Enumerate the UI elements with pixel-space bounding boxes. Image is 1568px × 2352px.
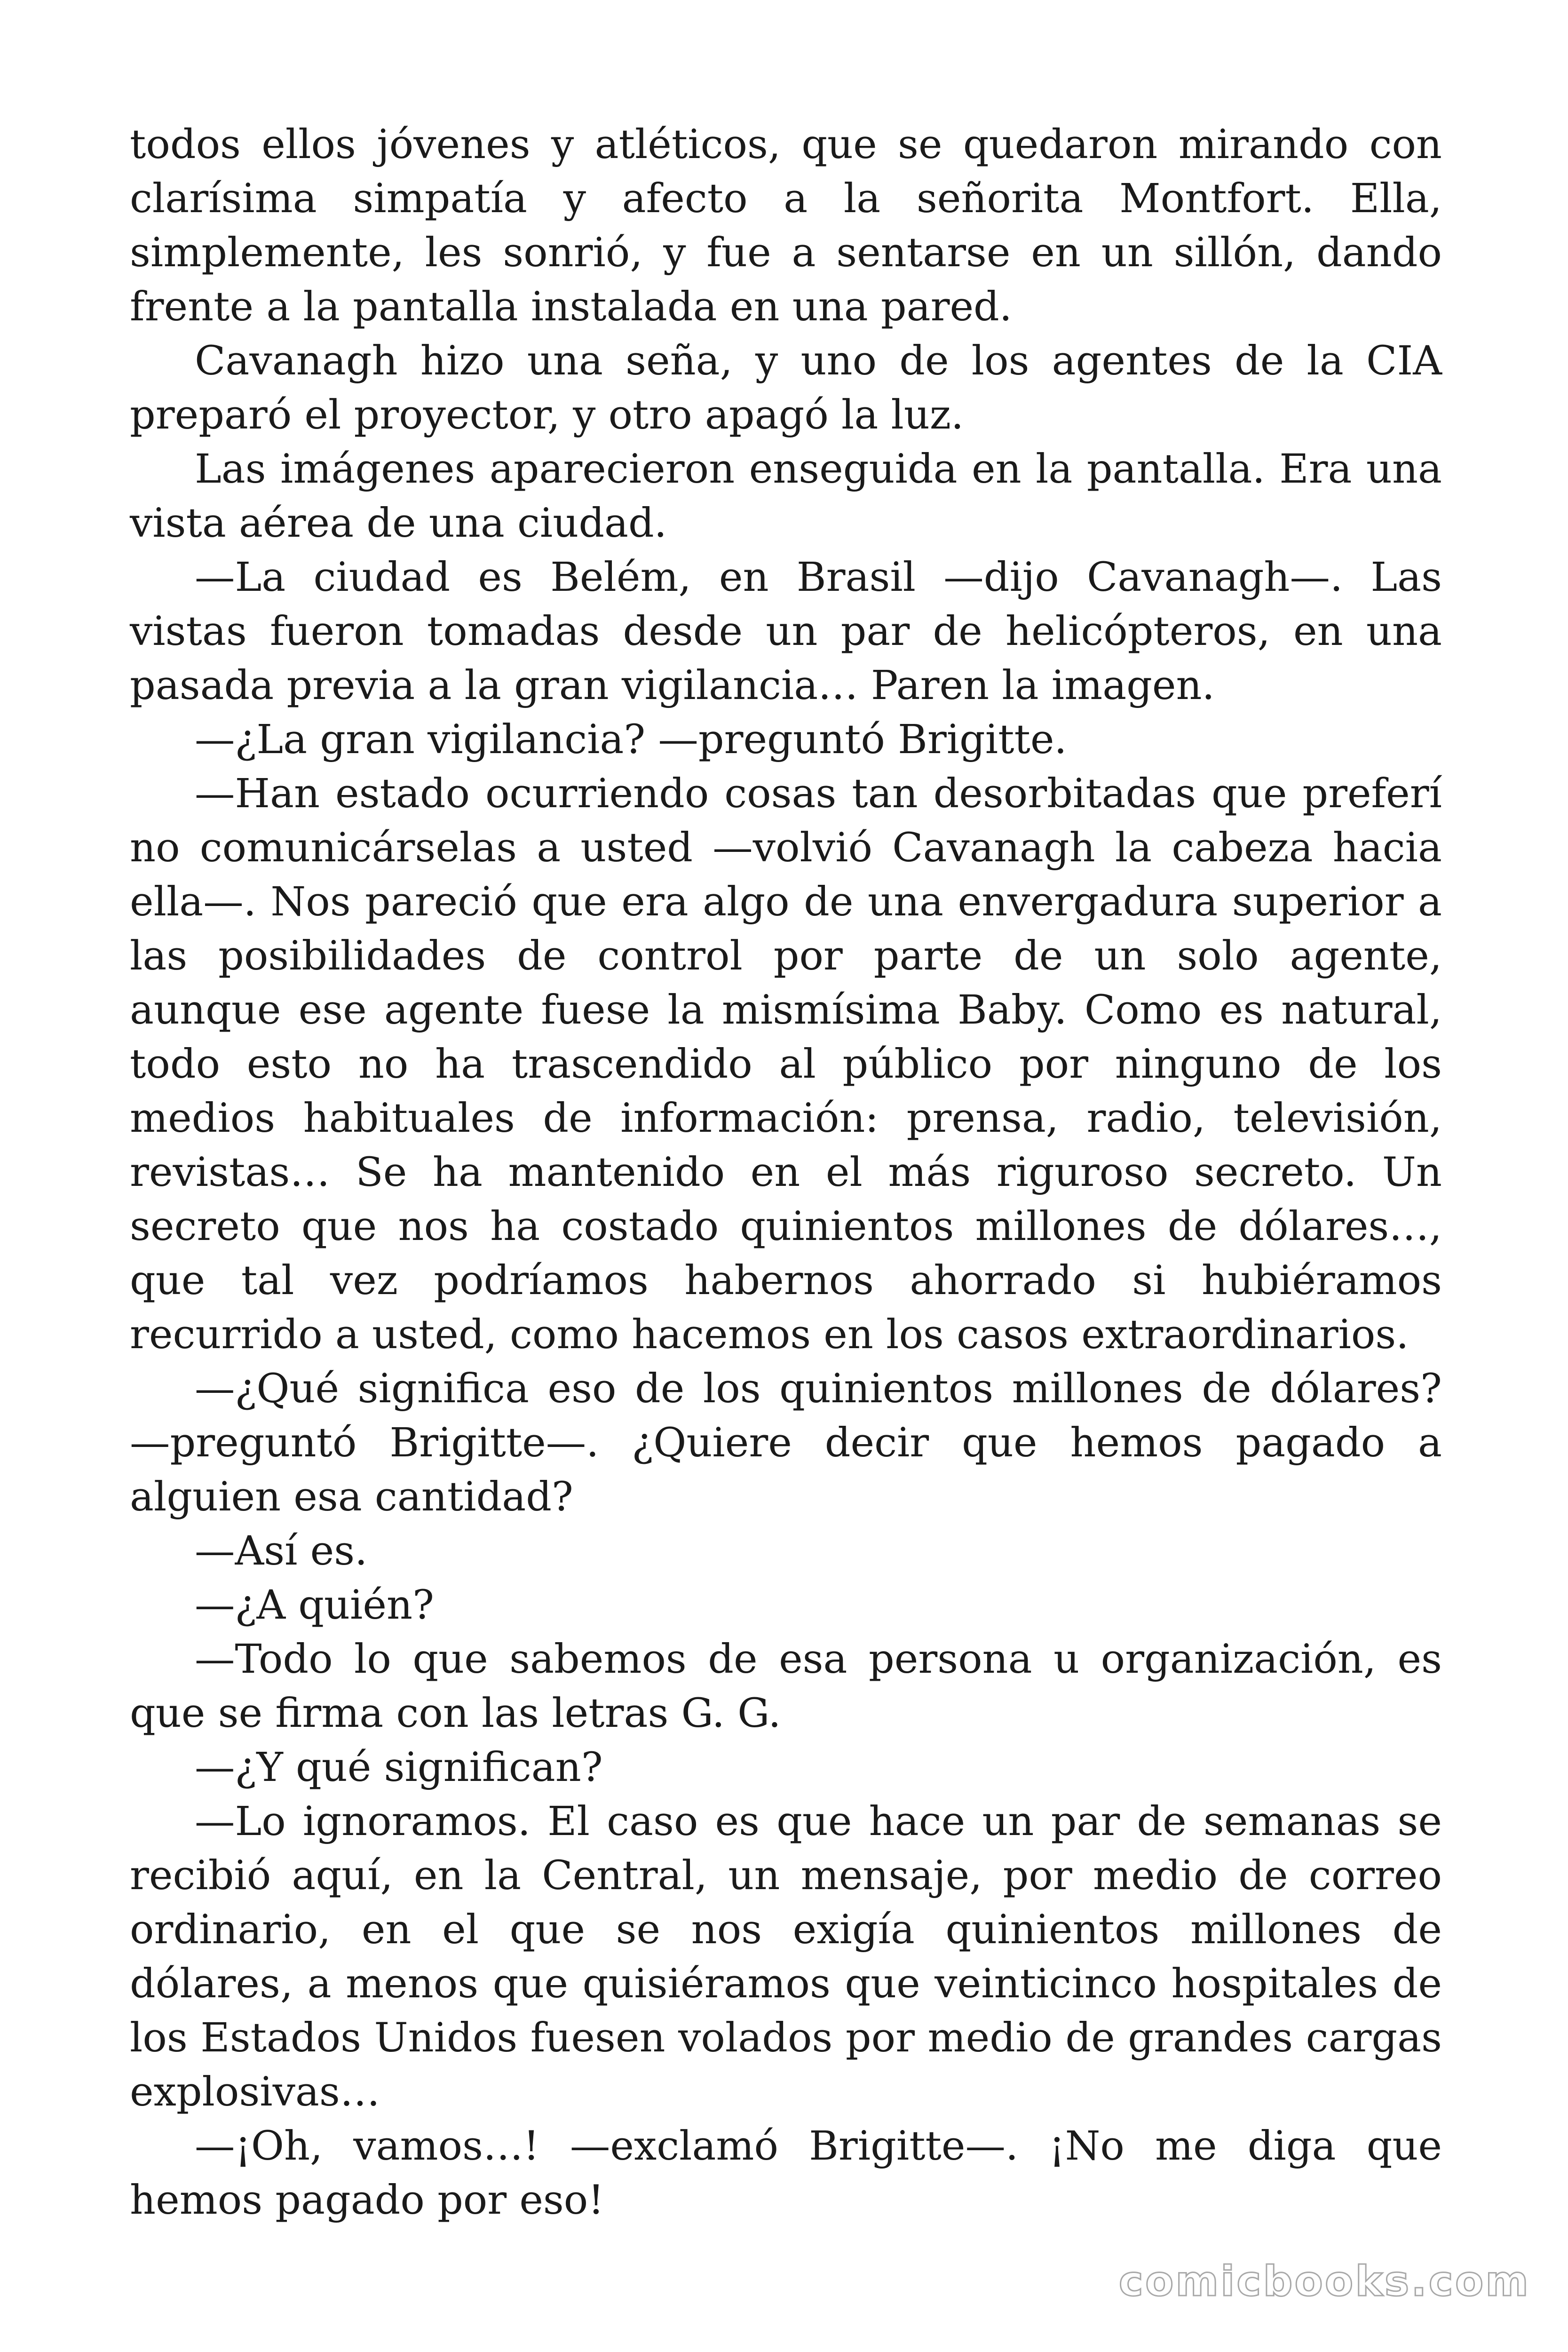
paragraph: Cavanagh hizo una seña, y uno de los agentes de la CIA preparó el proyector, y otro apagó la luz. xyxy=(130,338,1442,438)
body-text xyxy=(130,118,1442,2227)
paragraph: —¿A quién? xyxy=(195,1582,434,1629)
paragraph: —¿Qué significa eso de los quinientos millones de dólares? —preguntó Brigitte—. ¿Quiere decir que hemos pagado a alguien esa cantidad? xyxy=(130,1366,1442,1520)
paragraph: —Han estado ocurriendo cosas tan desorbitadas que preferí no comunicárselas a usted —volvió Cavanagh la cabeza hacia ella—. Nos pareció que era algo de una envergadura superior a las posibilidades de control por parte de un solo agente, aunque ese agente fuese la mismísima Baby. Como es natural, todo esto no ha trascendido al público por ninguno de los medios habituales de información: prensa, radio, televisión, revistas… Se ha mantenido en el más riguroso secreto. Un secreto que nos ha costado quinientos millones de dólares…, que tal vez podríamos habernos ahorrado si hubiéramos recurrido a usted, como hacemos en los casos extraordinarios. xyxy=(130,771,1442,1358)
paragraph: Las imágenes aparecieron enseguida en la pantalla. Era una vista aérea de una ciudad. xyxy=(130,446,1442,547)
paragraph: —Todo lo que sabemos de esa persona u organización, es que se firma con las letras G. G. xyxy=(130,1636,1442,1737)
paragraph: —Lo ignoramos. El caso es que hace un par de semanas se recibió aquí, en la Central, un mensaje, por medio de correo ordinario, en el que se nos exigía quinientos millones de dólares, a menos que quisiéramos que veinticinco hospitales de los Estados Unidos fuesen volados por medio de grandes cargas explosivas… xyxy=(130,1798,1442,2115)
paragraph: —Así es. xyxy=(195,1528,368,1574)
watermark: comicbooks.com xyxy=(1118,2257,1530,2305)
paragraph: todos ellos jóvenes y atléticos, que se quedaron mirando con clarísima simpatía y afecto a la señorita Montfort. Ella, simplemente, les sonrió, y fue a sentarse en un sillón, dando frente a la pantalla instalada en una pared. xyxy=(130,121,1442,330)
paragraph: —¿La gran vigilancia? —preguntó Brigitte. xyxy=(195,716,1067,763)
paragraph: —¿Y qué significan? xyxy=(195,1744,603,1791)
paragraph: —La ciudad es Belém, en Brasil —dijo Cavanagh—. Las vistas fueron tomadas desde un par de helicópteros, en una pasada previa a la gran vigilancia… Paren la imagen. xyxy=(130,554,1442,709)
paragraph: —¡Oh, vamos…! —exclamó Brigitte—. ¡No me diga que hemos pagado por eso! xyxy=(130,2123,1442,2224)
